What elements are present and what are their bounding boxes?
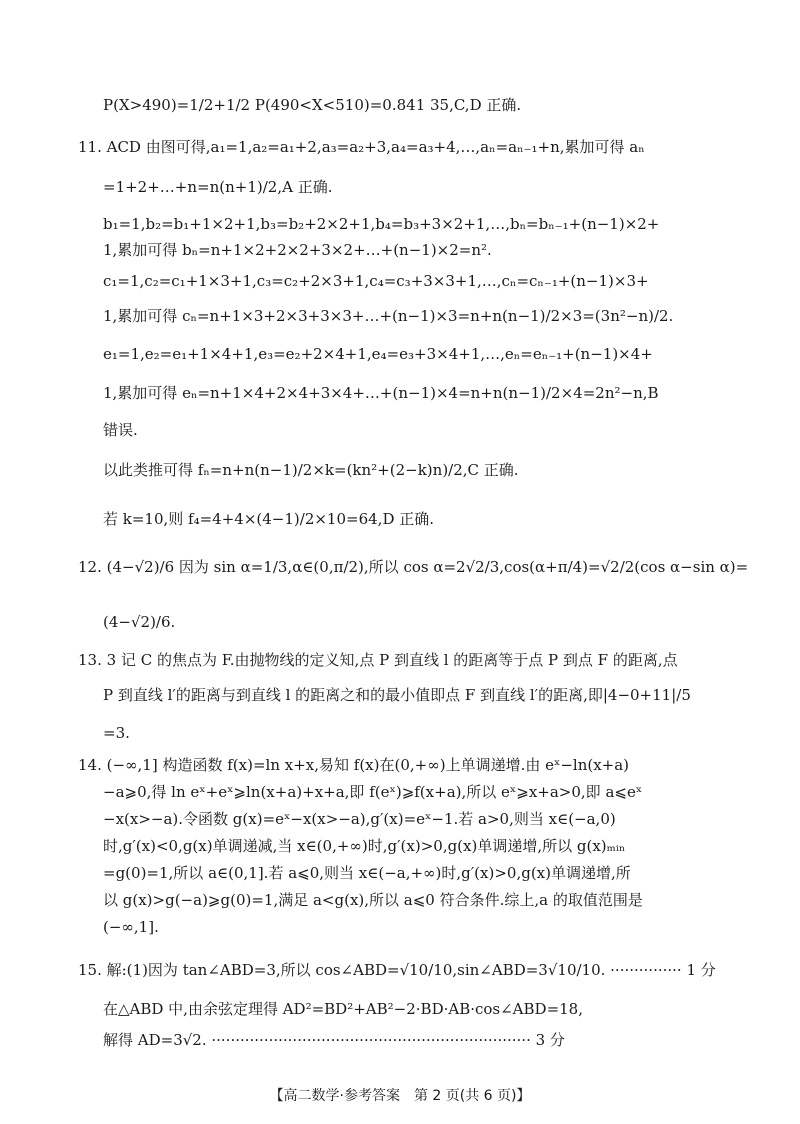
text-line: 12. (4−√2)/6 因为 sin α=1/3,α∈(0,π/2),所以 cos α=2√2/3,cos(α+π/4)=√2/2(cos α−sin α)= [78, 558, 749, 576]
text-line: 时,g′(x)<0,g(x)单调递减,当 x∈(0,+∞)时,g′(x)>0,g(x)单调递增,所以 g(x)ₘᵢₙ [103, 837, 626, 855]
text-line: 若 k=10,则 f₄=4+4×(4−1)/2×10=64,D 正确. [103, 510, 435, 528]
text-line: 1,累加可得 eₙ=n+1×4+2×4+3×4+…+(n−1)×4=n+n(n−1)/2×4=2n²−n,B [103, 384, 659, 402]
text-line: 13. 3 记 C 的焦点为 F.由抛物线的定义知,点 P 到直线 l 的距离等于点 P 到点 F 的距离,点 [78, 651, 678, 669]
text-line: 在△ABD 中,由余弦定理得 AD²=BD²+AB²−2·BD·AB·cos∠ABD=18, [103, 1000, 583, 1018]
text-line: P 到直线 l′的距离与到直线 l 的距离之和的最小值即点 F 到直线 l′的距离,即|4−0+11|/5 [103, 686, 691, 704]
text-line: −x(x>−a).令函数 g(x)=eˣ−x(x>−a),g′(x)=eˣ−1.若 a>0,则当 x∈(−a,0) [103, 810, 616, 828]
text-line: =1+2+…+n=n(n+1)/2,A 正确. [103, 178, 333, 196]
text-line: 以此类推可得 fₙ=n+n(n−1)/2×k=(kn²+(2−k)n)/2,C 正确. [103, 461, 519, 479]
text-line: e₁=1,e₂=e₁+1×4+1,e₃=e₂+2×4+1,e₄=e₃+3×4+1,…,eₙ=eₙ₋₁+(n−1)×4+ [103, 345, 653, 363]
text-line: b₁=1,b₂=b₁+1×2+1,b₃=b₂+2×2+1,b₄=b₃+3×2+1,…,bₙ=bₙ₋₁+(n−1)×2+ [103, 215, 660, 233]
text-line: 1,累加可得 cₙ=n+1×3+2×3+3×3+…+(n−1)×3=n+n(n−1)/2×3=(3n²−n)/2. [103, 307, 674, 325]
text-line: P(X>490)=1/2+1/2 P(490<X<510)=0.841 35,C,D 正确. [103, 96, 522, 114]
text-line: 错误. [103, 421, 138, 439]
text-line: 1,累加可得 bₙ=n+1×2+2×2+3×2+…+(n−1)×2=n². [103, 241, 492, 259]
text-line: 解得 AD=3√2. ··································································· 3 分 [103, 1031, 565, 1049]
text-line: −a⩾0,得 ln eˣ+eˣ⩾ln(x+a)+x+a,即 f(eˣ)⩾f(x+a),所以 eˣ⩾x+a>0,即 a⩽eˣ [103, 783, 643, 801]
text-line: 14. (−∞,1] 构造函数 f(x)=ln x+x,易知 f(x)在(0,+∞)上单调递增.由 eˣ−ln(x+a) [78, 756, 630, 774]
page-footer: 【高二数学·参考答案 第 2 页(共 6 页)】 [269, 1088, 531, 1104]
text-line: =3. [103, 724, 130, 742]
text-line: (−∞,1]. [103, 918, 159, 936]
text-line: (4−√2)/6. [103, 613, 176, 631]
text-line: 15. 解:(1)因为 tan∠ABD=3,所以 cos∠ABD=√10/10,sin∠ABD=3√10/10. ··············· 1 分 [78, 961, 716, 979]
text-line: 11. ACD 由图可得,a₁=1,a₂=a₁+2,a₃=a₂+3,a₄=a₃+4,…,aₙ=aₙ₋₁+n,累加可得 aₙ [78, 138, 645, 156]
text-line: =g(0)=1,所以 a∈(0,1].若 a⩽0,则当 x∈(−a,+∞)时,g′(x)>0,g(x)单调递增,所 [103, 864, 631, 882]
text-line: c₁=1,c₂=c₁+1×3+1,c₃=c₂+2×3+1,c₄=c₃+3×3+1,…,cₙ=cₙ₋₁+(n−1)×3+ [103, 272, 649, 290]
text-line: 以 g(x)>g(−a)⩾g(0)=1,满足 a<g(x),所以 a⩽0 符合条件.综上,a 的取值范围是 [103, 891, 643, 909]
